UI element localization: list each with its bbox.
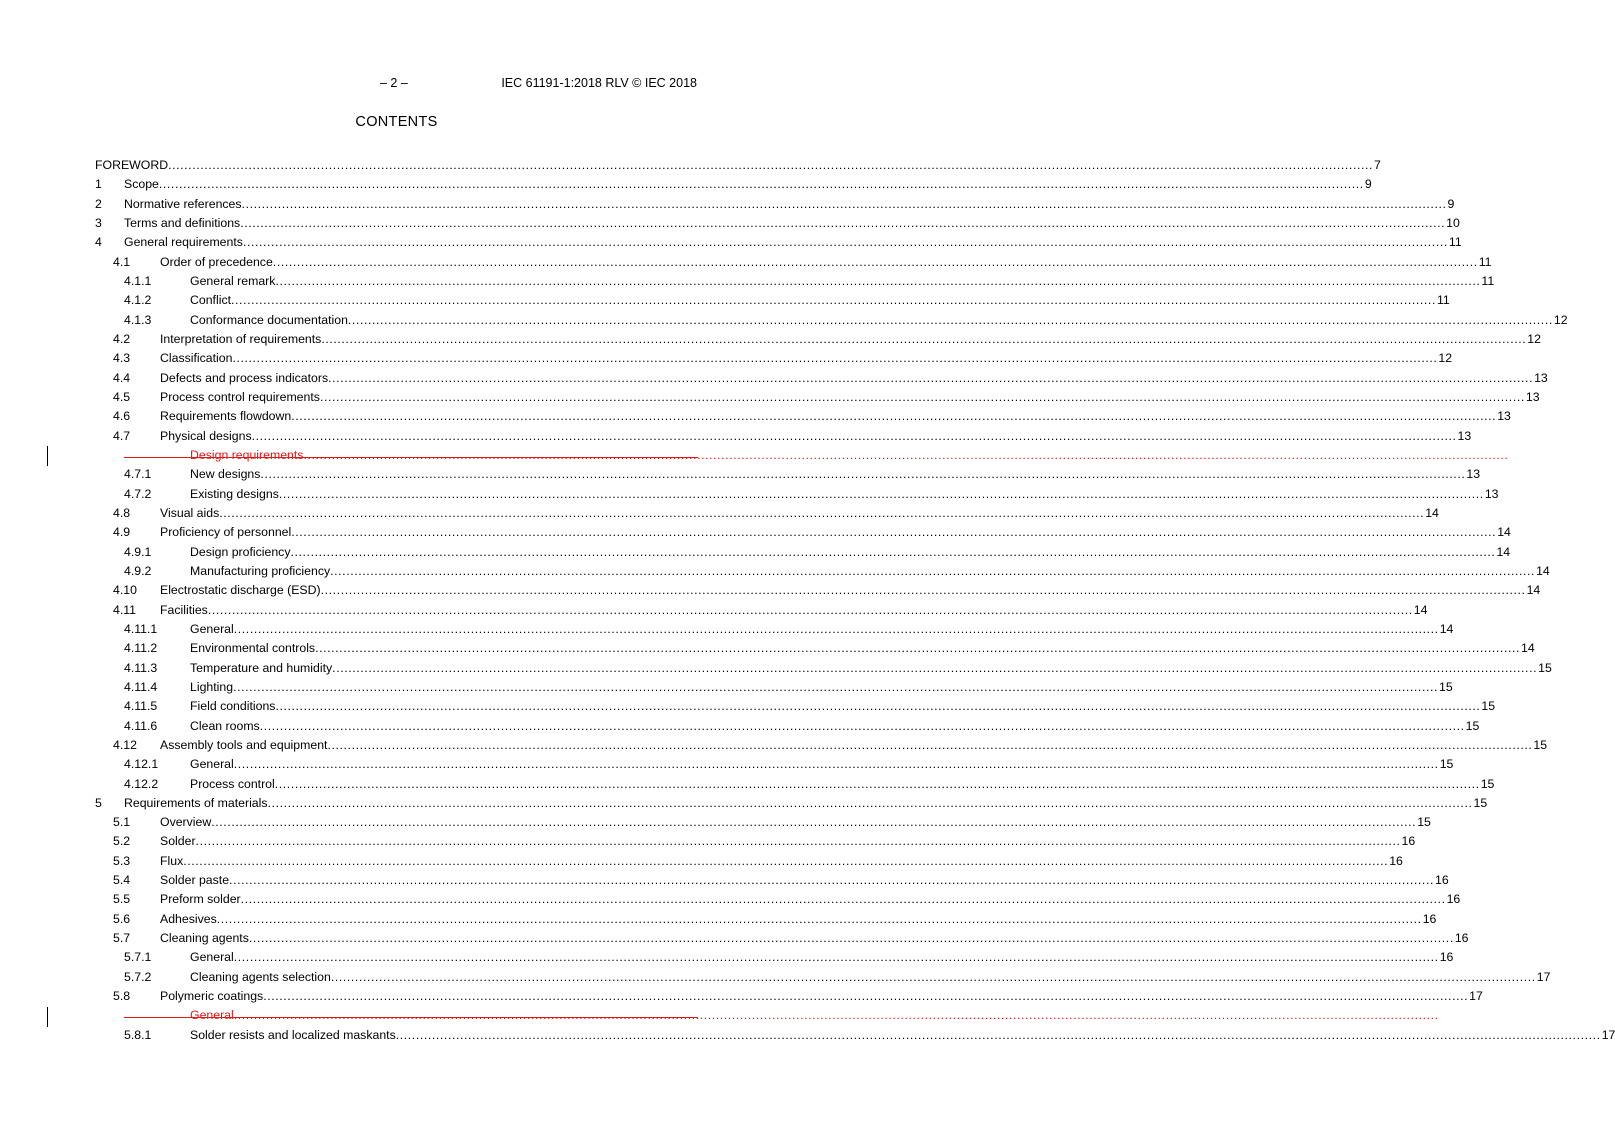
toc-entry-page: 12: [1553, 312, 1568, 327]
toc-entry-title: General remark: [190, 273, 276, 288]
toc-entry-leader: [160, 389, 1540, 405]
dot-leader: ............................................................................................................................................................................................................................................................................................................: [207, 602, 1413, 617]
toc-entry-page: 15: [1480, 776, 1495, 791]
toc-entry-page: 13: [1466, 467, 1481, 482]
toc-entry-page: 14: [1496, 544, 1511, 559]
toc-entry-page: 11: [1436, 293, 1450, 308]
dot-leader: ............................................................................................................................................................................................................................................................................................................: [195, 834, 1401, 849]
toc-entry-leader: [190, 486, 1499, 502]
toc-entry-title: FOREWORD: [95, 158, 169, 172]
dot-leader: ............................................................................................................................................................................................................................................................................................................: [274, 776, 1480, 791]
toc-entry-leader: [160, 525, 1511, 540]
toc-entry-page: 12: [1438, 351, 1453, 366]
toc-entry[interactable]: [95, 389, 1540, 409]
toc-entry-title: Conformance documentation: [190, 312, 348, 327]
toc-entry-number: 5.8: [113, 989, 131, 1004]
toc-entry[interactable]: [95, 235, 1462, 254]
toc-entry-title: Process control: [190, 776, 275, 791]
toc-entry-title: Cleaning agents selection: [190, 969, 331, 984]
toc-entry-leader: [190, 544, 1511, 560]
toc-entry[interactable]: [95, 873, 1449, 892]
toc-entry-leader: [124, 215, 1460, 231]
toc-entry[interactable]: [95, 273, 1495, 293]
dot-leader: ............................................................................................................................................................................................................................................................................................................: [291, 525, 1497, 540]
toc-entry-page: 14: [1425, 505, 1439, 520]
toc-entry[interactable]: [95, 660, 1552, 680]
toc-entry-leader: [160, 892, 1461, 907]
toc-entry-title: General: [190, 757, 234, 772]
dot-leader: ............................................................................................................................................................................................................................................................................................................: [291, 409, 1497, 424]
toc-entry-number: 5: [95, 795, 102, 810]
toc-entry-title: Design requirements: [190, 447, 304, 462]
toc-entry-title: Proficiency of personnel: [160, 525, 292, 540]
dot-leader: ............................................................................................................................................................................................................................................................................................................: [158, 177, 1364, 192]
dot-leader: ............................................................................................................................................................................................................................................................................................................: [275, 273, 1481, 288]
toc-entry[interactable]: [95, 757, 1454, 776]
toc-entry-number: 4.7.2: [124, 486, 152, 501]
dot-leader: ............................................................................................................................................................................................................................................................................................................: [347, 312, 1553, 327]
toc-entry-leader: [124, 196, 1455, 212]
toc-entry-number: 4.11.1: [124, 621, 158, 636]
toc-entry[interactable]: [95, 815, 1431, 834]
toc-entry[interactable]: [95, 254, 1492, 274]
toc-entry-number: 5.5: [113, 892, 131, 907]
toc-entry-number: 5.7.1: [124, 950, 152, 965]
toc-entry-page: 14: [1521, 641, 1535, 656]
toc-entry[interactable]: [95, 196, 1455, 216]
toc-entry-number: 4.11.6: [124, 718, 158, 733]
toc-entry-title: Manufacturing proficiency: [190, 563, 331, 578]
dot-leader: ............................................................................................................................................................................................................................................................................................................: [229, 873, 1434, 888]
toc-entry[interactable]: [95, 679, 1453, 699]
toc-entry-title: New designs: [190, 467, 261, 482]
toc-entry[interactable]: [95, 293, 1450, 312]
toc-entry-number: 4.8: [113, 505, 131, 520]
toc-entry-page: 13: [1525, 389, 1540, 404]
toc-entry-number: 4.11.5: [124, 699, 158, 714]
toc-entry[interactable]: [95, 215, 1460, 235]
toc-entry-leader: [160, 853, 1403, 869]
toc-entry-title: Field conditions: [190, 699, 276, 714]
toc-entry-number: 4.1.2: [124, 293, 152, 308]
toc-entry-title: Existing designs: [190, 486, 279, 501]
toc-entry-number: 5.3: [113, 853, 131, 868]
toc-entry-title: Interpretation of requirements: [160, 331, 322, 346]
toc-entry-number: 5.2: [113, 834, 131, 849]
dot-leader: ............................................................................................................................................................................................................................................................................................................: [319, 389, 1525, 404]
toc-entry-number: 4: [95, 235, 102, 250]
toc-entry-page: 15: [1417, 815, 1431, 830]
toc-entry-title: Clean rooms: [190, 718, 260, 733]
toc-entry-number: 4.1.1: [124, 273, 152, 288]
toc-entry-number: 5.7: [113, 931, 131, 946]
table-of-contents: [95, 158, 1615, 1047]
toc-entry-number: 4.10: [113, 583, 137, 598]
dot-leader: ............................................................................................................................................................................................................................................................................................................: [233, 679, 1439, 694]
dot-leader: ............................................................................................................................................................................................................................................................................................................: [330, 563, 1536, 578]
toc-entry-page: 17: [1601, 1027, 1615, 1042]
toc-entry[interactable]: [95, 177, 1372, 196]
dot-leader: ............................................................................................................................................................................................................................................................................................................: [263, 989, 1469, 1004]
toc-entry[interactable]: [95, 989, 1483, 1008]
toc-entry-leader: [160, 254, 1492, 270]
toc-entry[interactable]: [95, 699, 1496, 718]
toc-entry-deleted[interactable]: [95, 1008, 1439, 1027]
toc-entry-title: Facilities: [160, 602, 208, 617]
toc-entry[interactable]: [95, 969, 1551, 989]
toc-entry-page: 17: [1469, 989, 1483, 1004]
toc-entry-title: Environmental controls: [190, 641, 316, 656]
toc-entry[interactable]: [95, 795, 1488, 815]
page-number: – 2 –: [380, 76, 408, 90]
toc-entry-title: Solder resists and localized maskants: [190, 1027, 396, 1042]
toc-entry-leader: [190, 641, 1535, 656]
toc-entry-page: 15: [1481, 699, 1496, 714]
toc-entry-leader: [190, 776, 1495, 792]
toc-entry-title: Process control requirements: [160, 389, 320, 404]
toc-entry[interactable]: [95, 428, 1472, 448]
toc-entry-title: Electrostatic discharge (ESD): [160, 583, 321, 598]
toc-entry[interactable]: [95, 602, 1428, 622]
strikethrough-line: [124, 457, 698, 458]
toc-entry[interactable]: [95, 312, 1568, 332]
dot-leader: ............................................................................................................................................................................................................................................................................................................: [219, 505, 1425, 520]
toc-entry-title: Assembly tools and equipment: [160, 737, 328, 752]
dot-leader: ............................................................................................................................................................................................................................................................................................................: [241, 196, 1447, 211]
dot-leader: ............................................................................................................................................................................................................................................................................................................: [259, 718, 1465, 733]
toc-entry-number: 5.8.1: [124, 1027, 152, 1042]
toc-entry-number: 4.1.3: [124, 312, 152, 327]
toc-entry[interactable]: [95, 892, 1461, 911]
toc-entry-title: Physical designs: [160, 428, 252, 443]
dot-leader: ............................................................................................................................................................................................................................................................................................................: [290, 544, 1496, 559]
dot-leader: ............................................................................................................................................................................................................................................................................................................: [168, 158, 1374, 172]
toc-entry[interactable]: [95, 158, 1381, 177]
dot-leader: ............................................................................................................................................................................................................................................................................................................: [275, 699, 1481, 714]
toc-entry-number: 4.4: [113, 370, 131, 385]
toc-entry-page: 14: [1536, 563, 1550, 578]
toc-entry-leader: [160, 931, 1469, 946]
dot-leader: ............................................................................................................................................................................................................................................................................................................: [248, 931, 1454, 946]
toc-entry[interactable]: [95, 544, 1511, 564]
toc-entry-title: Order of precedence: [160, 254, 273, 269]
toc-entry-deleted[interactable]: [95, 447, 1509, 467]
toc-entry-leader: [160, 737, 1548, 753]
toc-entry-leader: [190, 1008, 1439, 1023]
toc-entry-title: Cleaning agents: [160, 931, 249, 946]
toc-entry-leader: [160, 505, 1439, 521]
toc-entry[interactable]: [95, 931, 1469, 950]
toc-entry-title: Conflict: [190, 293, 232, 308]
toc-entry-number: 4.7.1: [124, 467, 152, 482]
toc-entry-leader: [190, 718, 1480, 734]
dot-leader: ............................................................................................................................................................................................................................................................................................................: [303, 447, 1509, 462]
toc-entry-title: Visual aids: [160, 505, 220, 520]
toc-entry-page: 14: [1413, 602, 1428, 617]
toc-entry-page: 15: [1439, 679, 1453, 694]
toc-entry[interactable]: [95, 834, 1416, 853]
toc-entry-leader: [160, 815, 1431, 830]
dot-leader: ............................................................................................................................................................................................................................................................................................................: [216, 911, 1422, 926]
toc-entry[interactable]: [95, 911, 1437, 931]
toc-entry-leader: [160, 989, 1483, 1004]
toc-entry-title: Adhesives: [160, 911, 217, 926]
toc-entry-page: 11: [1478, 254, 1492, 269]
dot-leader: ............................................................................................................................................................................................................................................................................................................: [233, 621, 1439, 636]
change-bar: [47, 1007, 48, 1027]
toc-entry-number: 4.12.2: [124, 776, 159, 791]
toc-entry[interactable]: [95, 370, 1548, 390]
toc-entry-number: 4.11: [113, 602, 137, 617]
toc-entry-leader: [190, 563, 1550, 579]
toc-entry-title: General: [190, 621, 234, 636]
toc-entry[interactable]: [95, 467, 1481, 486]
toc-entry-number: 4.3: [113, 351, 131, 366]
toc-entry-page: 9: [1364, 177, 1372, 192]
toc-entry-page: 9: [1447, 196, 1455, 211]
toc-entry-title: Lighting: [190, 679, 234, 694]
toc-entry-leader: [190, 969, 1551, 985]
dot-leader: ............................................................................................................................................................................................................................................................................................................: [267, 795, 1473, 810]
dot-leader: ............................................................................................................................................................................................................................................................................................................: [321, 331, 1527, 346]
toc-entry-leader: [160, 409, 1511, 424]
toc-entry-number: 4.9: [113, 525, 131, 540]
dot-leader: ............................................................................................................................................................................................................................................................................................................: [327, 737, 1533, 752]
toc-entry-number: 5.1: [113, 815, 131, 830]
toc-entry-leader: [190, 679, 1453, 695]
toc-entry-page: 16: [1439, 950, 1454, 965]
toc-entry-number: 4.2: [113, 331, 131, 346]
toc-entry-leader: [160, 602, 1428, 618]
toc-entry[interactable]: [95, 718, 1480, 738]
toc-entry-title: Temperature and humidity: [190, 660, 333, 675]
toc-entry-number: 4.12: [113, 737, 137, 752]
toc-entry-leader: [190, 293, 1450, 308]
toc-entry-number: 4.7: [113, 428, 131, 443]
toc-entry-number: 5.4: [113, 873, 131, 888]
dot-leader: ............................................................................................................................................................................................................................................................................................................: [320, 583, 1526, 598]
toc-entry[interactable]: [95, 621, 1454, 641]
dot-leader: ............................................................................................................................................................................................................................................................................................................: [395, 1027, 1601, 1042]
toc-entry-leader: [124, 795, 1488, 811]
toc-entry-title: Flux: [160, 853, 184, 868]
dot-leader: ............................................................................................................................................................................................................................................................................................................: [183, 853, 1389, 868]
toc-entry-number: 4.5: [113, 389, 131, 404]
toc-entry-page: 15: [1465, 718, 1480, 733]
dot-leader: ............................................................................................................................................................................................................................................................................................................: [332, 660, 1538, 675]
toc-entry-title: Requirements flowdown: [160, 409, 292, 424]
toc-entry-title: Design proficiency: [190, 544, 291, 559]
toc-entry-page: 7: [1374, 158, 1381, 172]
toc-entry-number: 4.9.1: [124, 544, 152, 559]
toc-entry-page: 13: [1497, 409, 1511, 424]
toc-entry-title: Normative references: [124, 196, 242, 211]
toc-entry-leader: [124, 235, 1462, 250]
toc-entry-number: 4.1: [113, 254, 131, 269]
toc-entry-page: 14: [1497, 525, 1511, 540]
toc-entry-title: Terms and definitions: [124, 215, 241, 230]
dot-leader: ............................................................................................................................................................................................................................................................................................................: [231, 293, 1436, 308]
dot-leader: ............................................................................................................................................................................................................................................................................................................: [251, 428, 1457, 443]
toc-entry-leader: [160, 351, 1453, 366]
toc-entry-page: [1439, 1008, 1440, 1023]
toc-entry[interactable]: [95, 853, 1403, 873]
toc-entry[interactable]: [95, 583, 1541, 602]
toc-entry-leader: [160, 834, 1416, 849]
toc-entry-leader: [124, 177, 1372, 192]
standard-reference: IEC 61191-1:2018 RLV © IEC 2018: [501, 76, 697, 90]
toc-entry-page: 11: [1448, 235, 1462, 250]
toc-entry-leader: [190, 621, 1454, 637]
toc-entry-number: 4.11.2: [124, 641, 158, 656]
dot-leader: ............................................................................................................................................................................................................................................................................................................: [272, 254, 1478, 269]
toc-entry[interactable]: [95, 1027, 1615, 1047]
toc-entry-title: Classification: [160, 351, 233, 366]
toc-entry-page: 13: [1534, 370, 1548, 385]
toc-entry-page: 13: [1484, 486, 1499, 501]
toc-entry[interactable]: [95, 409, 1511, 428]
toc-entry-leader: [190, 660, 1552, 676]
toc-entry-number: 2: [95, 196, 102, 211]
toc-entry-leader: [160, 873, 1449, 888]
toc-entry-leader: [190, 312, 1568, 328]
toc-entry[interactable]: [95, 776, 1495, 796]
toc-entry-page: 16: [1454, 931, 1469, 946]
toc-entry-page: 11: [1481, 273, 1495, 288]
dot-leader: ............................................................................................................................................................................................................................................................................................................: [278, 486, 1484, 501]
toc-entry-page: 15: [1473, 795, 1488, 810]
toc-entry-title: Solder: [160, 834, 196, 849]
toc-entry-leader: [190, 950, 1454, 965]
dot-leader: ............................................................................................................................................................................................................................................................................................................: [233, 1008, 1439, 1023]
toc-entry-number: 5.7.2: [124, 969, 152, 984]
toc-entry-number: 4.12.1: [124, 757, 159, 772]
toc-entry-title: Scope: [124, 177, 159, 192]
toc-entry-number: 3: [95, 215, 102, 230]
toc-entry-page: 16: [1389, 853, 1403, 868]
dot-leader: ............................................................................................................................................................................................................................................................................................................: [240, 892, 1446, 907]
toc-entry-number: 4.11.3: [124, 660, 158, 675]
toc-entry-title: Polymeric coatings: [160, 989, 264, 1004]
toc-entry[interactable]: [95, 737, 1548, 757]
toc-entry-leader: [190, 447, 1509, 463]
dot-leader: ............................................................................................................................................................................................................................................................................................................: [315, 641, 1521, 656]
toc-entry-title: Preform solder: [160, 892, 241, 907]
toc-entry-title: Solder paste: [160, 873, 230, 888]
toc-entry[interactable]: [95, 563, 1550, 583]
toc-entry-title: Requirements of materials: [124, 795, 268, 810]
toc-entry[interactable]: [95, 641, 1535, 660]
dot-leader: ............................................................................................................................................................................................................................................................................................................: [233, 950, 1439, 965]
toc-entry-page: 16: [1401, 834, 1416, 849]
toc-entry-leader: [160, 331, 1541, 347]
dot-leader: ............................................................................................................................................................................................................................................................................................................: [211, 815, 1417, 830]
toc-entry-page: 15: [1538, 660, 1552, 675]
strikethrough-line: [124, 1017, 698, 1018]
toc-entry-page: 16: [1422, 911, 1437, 926]
toc-entry-page: 10: [1446, 215, 1460, 230]
toc-entry-number: 1: [95, 177, 102, 192]
toc-entry-page: 13: [1457, 428, 1472, 443]
toc-entry-page: 15: [1533, 737, 1548, 752]
toc-entry[interactable]: [95, 331, 1541, 351]
toc-entry-number: 5.6: [113, 911, 131, 926]
toc-entry-leader: [160, 583, 1541, 598]
toc-entry-leader: [160, 370, 1548, 386]
change-bar: [47, 446, 48, 466]
dot-leader: ............................................................................................................................................................................................................................................................................................................: [260, 467, 1466, 482]
toc-entry-number: 4.6: [113, 409, 131, 424]
toc-entry[interactable]: [95, 525, 1511, 544]
dot-leader: ............................................................................................................................................................................................................................................................................................................: [233, 757, 1439, 772]
toc-entry-number: 4.11.4: [124, 679, 158, 694]
toc-entry-title: Overview: [160, 815, 212, 830]
toc-entry-leader: [190, 1027, 1615, 1043]
toc-entry-page: 15: [1439, 757, 1454, 772]
toc-entry-title: General: [190, 1008, 234, 1023]
toc-entry-leader: [160, 911, 1437, 927]
page-title: CONTENTS: [355, 114, 438, 130]
toc-entry-leader: [190, 273, 1495, 289]
toc-entry-leader: [190, 757, 1454, 772]
toc-entry-leader: [190, 699, 1496, 714]
toc-entry-number: 4.9.2: [124, 563, 152, 578]
dot-leader: ............................................................................................................................................................................................................................................................................................................: [328, 370, 1534, 385]
dot-leader: ............................................................................................................................................................................................................................................................................................................: [240, 215, 1446, 230]
toc-entry-title: Defects and process indicators: [160, 370, 329, 385]
toc-entry-page: 12: [1527, 331, 1541, 346]
dot-leader: ............................................................................................................................................................................................................................................................................................................: [330, 969, 1536, 984]
toc-entry[interactable]: [95, 351, 1453, 370]
toc-entry-page: 16: [1446, 892, 1461, 907]
toc-entry[interactable]: [95, 950, 1454, 969]
dot-leader: ............................................................................................................................................................................................................................................................................................................: [232, 351, 1438, 366]
toc-entry-page: 14: [1439, 621, 1454, 636]
toc-entry[interactable]: [95, 486, 1499, 506]
dot-leader: ............................................................................................................................................................................................................................................................................................................: [242, 235, 1448, 250]
toc-entry-page: 14: [1526, 583, 1541, 598]
toc-entry[interactable]: [95, 505, 1439, 525]
toc-entry-title: General: [190, 950, 234, 965]
toc-entry-page: [1508, 448, 1509, 463]
toc-entry-leader: [190, 467, 1481, 482]
toc-entry-page: 16: [1435, 873, 1449, 888]
toc-entry-page: 17: [1536, 969, 1551, 984]
toc-entry-leader: [160, 428, 1472, 444]
toc-entry-leader: [95, 158, 1381, 173]
toc-entry-title: General requirements: [124, 235, 243, 250]
